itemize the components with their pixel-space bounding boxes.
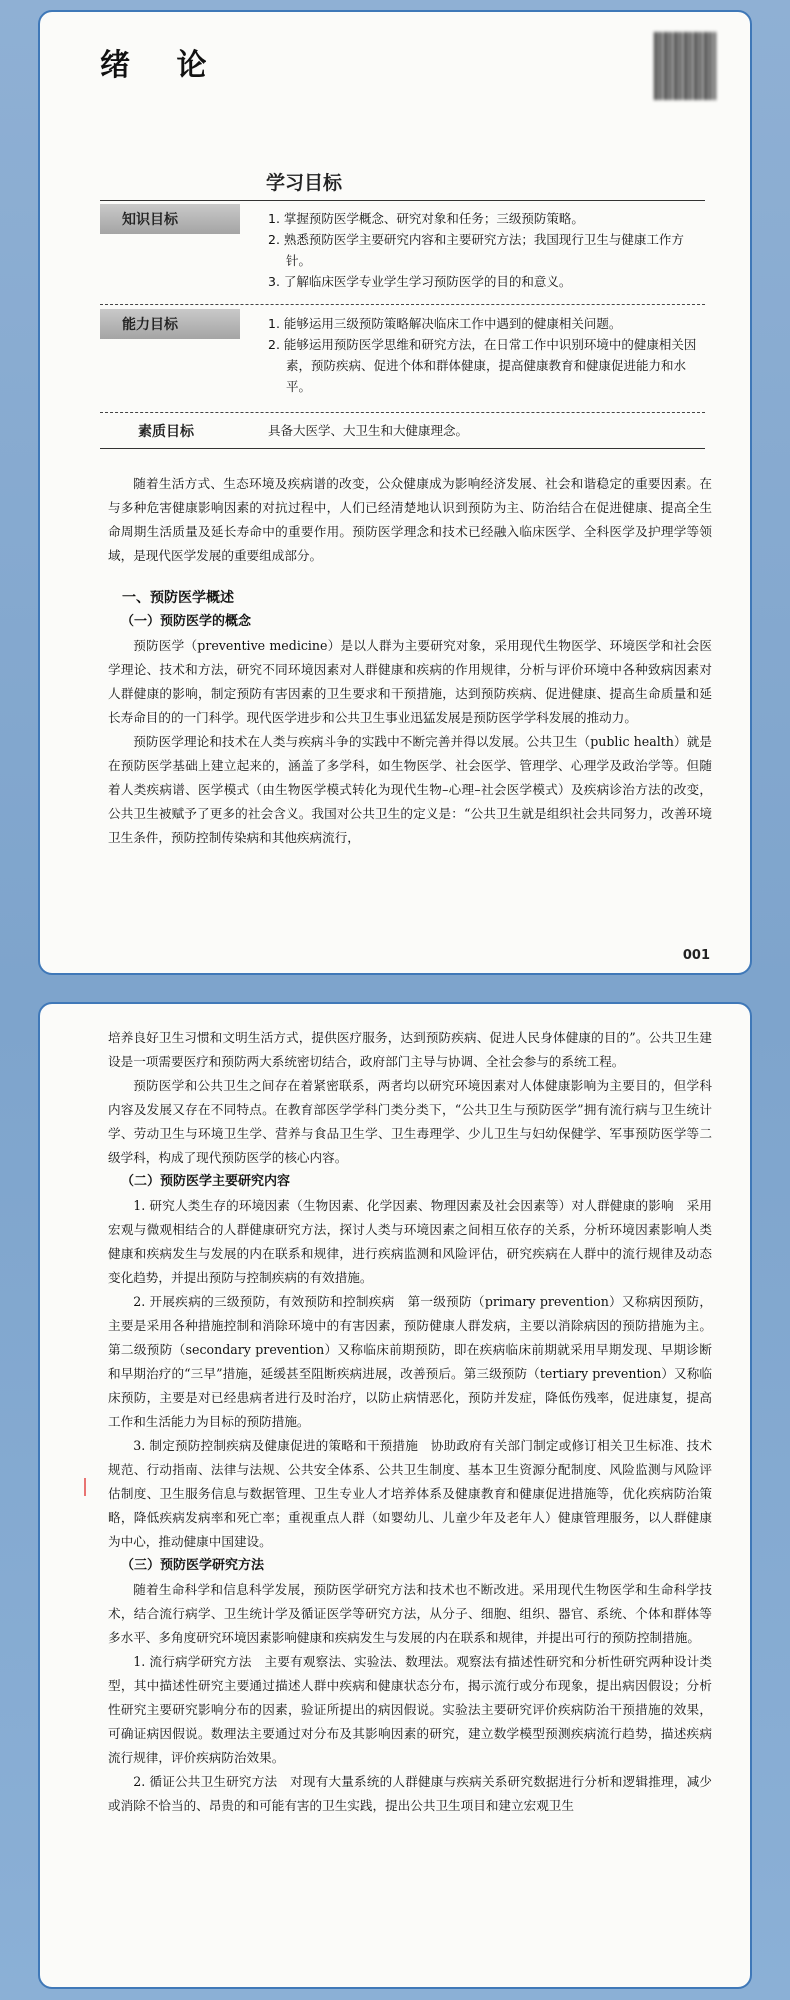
page-number: 001 <box>682 948 710 963</box>
paragraph: 培养良好卫生习惯和文明生活方式，提供医疗服务，达到预防疾病、促进人民身体健康的目的”。公共卫生建设是一项需要医疗和预防两大系统密切结合，政府部门主导与协调、全社会参与的系统工程。 <box>108 1030 712 1069</box>
list-item: 1. 能够运用三级预防策略解决临床工作中遇到的健康相关问题。 <box>268 316 622 331</box>
divider <box>100 304 705 305</box>
paragraph: 1. 研究人类生存的环境因素（生物因素、化学因素、物理因素及社会因素等）对人群健康的影响 采用宏观与微观相结合的人群健康研究方法，探讨人类与环境因素之间相互依存的关系，分析环境因素影响人类健康和疾病发生与发展的内在联系和规律，进行疾病监测和风险评估，研究疾病在人群中的流行规律及动态变化趋势，并提出预防与控制疾病的有效措施。 <box>108 1198 712 1285</box>
quality-objectives <box>100 416 705 446</box>
divider <box>100 412 705 413</box>
paragraph: 2. 开展疾病的三级预防，有效预防和控制疾病 第一级预防（primary prevention）又称病因预防，主要是采用各种措施控制和消除环境中的有害因素，预防健康人群发病，主要以消除病因的预防措施为主。第二级预防（secondary prevention）又称临床前期预防，即在疾病临床前期就采用早期发现、早期诊断和早期治疗的“三早”措施，延缓甚至阻断疾病进展，改善预后。第三级预防（tertiary prevention）又称临床预防，主要是对已经患病者进行及时治疗，以防止病情恶化，预防并发症，降低伤残率，促进康复，提高工作和生活能力为目标的预防措施。 <box>108 1294 712 1429</box>
section-heading: 一、预防医学概述 <box>122 590 234 606</box>
paragraph: 2. 循证公共卫生研究方法 对现有大量系统的人群健康与疾病关系研究数据进行分析和逻辑推理，减少或消除不恰当的、昂贵的和可能有害的卫生实践，提出公共卫生项目和建立宏观卫生 <box>108 1774 712 1813</box>
subsection-heading: （一）预防医学的概念 <box>121 614 252 629</box>
paragraph: 预防医学（preventive medicine）是以人群为主要研究对象，采用现代生物医学、环境医学和社会医学理论、技术和方法，研究不同环境因素对人群健康和疾病的作用规律，分析与评价环境中各种致病因素对人群健康的影响，制定预防有害因素的卫生要求和干预措施，达到预防疾病、促进健康、提高生命质量和延长寿命目的的一门科学。现代医学进步和公共卫生事业迅猛发展是预防医学学科发展的推动力。 <box>108 638 712 725</box>
subsection-heading: （三）预防医学研究方法 <box>121 1558 265 1573</box>
objectives-title: 学习目标 <box>266 172 343 194</box>
list-item: 2. 能够运用预防医学思维和研究方法，在日常工作中识别环境中的健康相关因素，预防疾病、促进个体和群体健康，提高健康教育和健康促进能力和水平。 <box>268 337 697 394</box>
page1-body <box>108 472 712 850</box>
quality-tag: 素质目标 <box>138 424 194 440</box>
intro-paragraph: 随着生活方式、生态环境及疾病谱的改变，公众健康成为影响经济发展、社会和谐稳定的重要因素。在与多种危害健康影响因素的对抗过程中，人们已经清楚地认识到预防为主、防治结合在促进健康、提高全生命周期生活质量及延长寿命中的重要作用。预防医学理念和技术已经融入临床医学、全科医学及护理学等领域，是现代医学发展的重要组成部分。 <box>108 476 712 563</box>
margin-mark <box>84 1478 86 1496</box>
book-page-1 <box>38 10 752 975</box>
paragraph: 3. 制定预防控制疾病及健康促进的策略和干预措施 协助政府有关部门制定或修订相关卫生标准、技术规范、行动指南、法律与法规、公共安全体系、公共卫生制度、基本卫生资源分配制度、风险监测与风险评估制度、卫生服务信息与数据管理、卫生专业人才培养体系及健康教育和健康促进措施等，优化疾病防治策略，降低疾病发病率和死亡率；重视重点人群（如婴幼儿、儿童少年及老年人）健康管理服务，以人群健康为中心，推动健康中国建设。 <box>108 1438 712 1549</box>
paragraph: 1. 流行病学研究方法 主要有观察法、实验法、数理法。观察法有描述性研究和分析性研究两种设计类型，其中描述性研究主要通过描述人群中疾病和健康状态分布，揭示流行或分布现象，提出病因假设；分析性研究主要研究影响分布的因素，验证所提出的病因假说。实验法主要研究评价疾病防治干预措施的效果，可确证病因假说。数理法主要通过对分布及其影响因素的研究，建立数学模型预测疾病流行趋势，描述疾病流行规律，评价疾病防治效果。 <box>108 1654 712 1765</box>
paragraph: 预防医学理论和技术在人类与疾病斗争的实践中不断完善并得以发展。公共卫生（public health）就是在预防医学基础上建立起来的，涵盖了多学科，如生物医学、社会医学、管理学、心理学及政治学等。但随着人类疾病谱、医学模式（由生物医学模式转化为现代生物–心理–社会医学模式）及疾病诊治方法的改变，公共卫生被赋予了更多的社会含义。我国对公共卫生的定义是：“公共卫生就是组织社会共同努力，改善环境卫生条件，预防控制传染病和其他疾病流行， <box>108 734 712 845</box>
paragraph: 随着生命科学和信息科学发展，预防医学研究方法和技术也不断改进。采用现代生物医学和生命科学技术，结合流行病学、卫生统计学及循证医学等研究方法，从分子、细胞、组织、器官、系统、个体和群体等多水平、多角度研究环境因素影响健康和疾病发生与发展的内在联系和规律，并提出可行的预防控制措施。 <box>108 1582 712 1645</box>
page2-body <box>108 1026 712 1818</box>
knowledge-list <box>268 208 697 292</box>
knowledge-objectives <box>100 204 705 300</box>
chapter-title: 绪 论 <box>100 48 225 83</box>
list-item: 2. 熟悉预防医学主要研究内容和主要研究方法；我国现行卫生与健康工作方针。 <box>268 232 684 268</box>
ability-list <box>268 313 697 397</box>
subsection-heading: （二）预防医学主要研究内容 <box>121 1174 291 1189</box>
book-page-2 <box>38 1002 752 1989</box>
objectives-top-rule <box>100 200 705 201</box>
ability-tag: 能力目标 <box>100 309 240 339</box>
knowledge-tag: 知识目标 <box>100 204 240 234</box>
objectives-bottom-rule <box>100 448 705 449</box>
qr-code-icon <box>654 32 716 100</box>
list-item: 3. 了解临床医学专业学生学习预防医学的目的和意义。 <box>268 274 572 289</box>
paragraph: 预防医学和公共卫生之间存在着紧密联系，两者均以研究环境因素对人体健康影响为主要目的，但学科内容及发展又存在不同特点。在教育部医学学科门类分类下，“公共卫生与预防医学”拥有流行病与卫生统计学、劳动卫生与环境卫生学、营养与食品卫生学、卫生毒理学、少儿卫生与妇幼保健学、军事预防医学等二级学科，构成了现代预防医学的核心内容。 <box>108 1078 712 1165</box>
list-item: 1. 掌握预防医学概念、研究对象和任务；三级预防策略。 <box>268 211 584 226</box>
ability-objectives <box>100 309 705 409</box>
quality-text: 具备大医学、大卫生和大健康理念。 <box>268 423 469 438</box>
